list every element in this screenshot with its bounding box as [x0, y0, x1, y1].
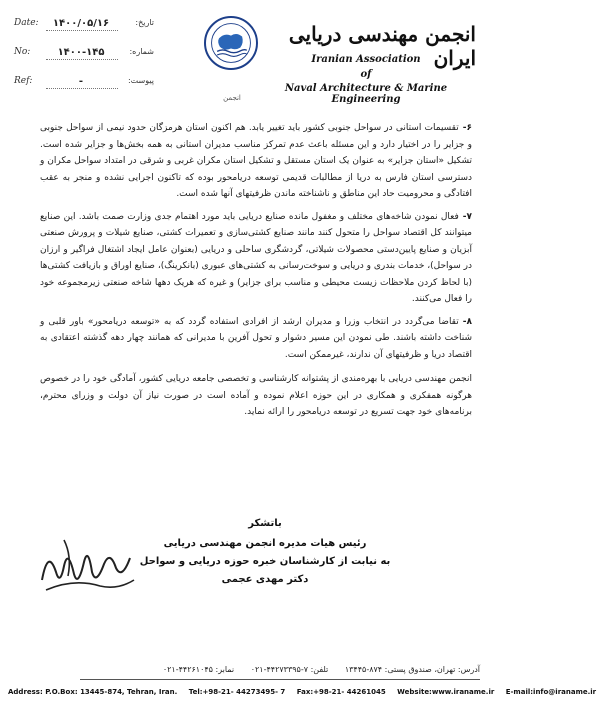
- ref-label-en: Ref:: [14, 76, 33, 86]
- logo-caption: انجمن: [223, 94, 241, 102]
- number-label-en: No:: [14, 47, 31, 57]
- footer-persian: [80, 665, 480, 680]
- paragraph-6: [40, 120, 472, 203]
- logo-emblem-icon: [206, 18, 256, 68]
- org-name-en-line3: Naval Architecture & Marine Engineering: [284, 83, 448, 105]
- org-name-en-line2: of: [360, 69, 372, 80]
- number-row: [14, 47, 154, 63]
- paragraph-text: تقاضا می‌گردد در انتخاب وزرا و مدیران ارشد از افرادی استفاده گردد که به «توسعه دریامحور» باور قلبی و شناخت داشته باشند. طی نمودن این مسیر دشوار و تحول آفرین با مدیرانی که همانند چهار دهه گذشته اعتقادی به اقتصاد دریا و ظرفیتهای آن ندارند، غیرممکن است.: [40, 316, 472, 360]
- date-label-fa: تاریخ:: [135, 18, 154, 27]
- paragraph-number: ۷-: [462, 211, 472, 222]
- number-label-fa: شماره:: [129, 47, 154, 56]
- footer-address-fa: آدرس: تهران، صندوق پستی: ۸۷۴-۱۳۴۴۵: [344, 665, 480, 674]
- org-name-fa: انجمن مهندسی دریایی ایران: [288, 22, 476, 70]
- paragraph-number: ۸-: [462, 316, 472, 327]
- paragraph-text: تقسیمات استانی در سواحل جنوبی کشور باید تغییر یابد. هم اکنون استان هرمزگان حدود نیمی از سواحل جنوبی و جزایر را در اختیار دارد و این مسئله باعث عدم تمرکز مناسب مدیران استانی به همه بخش‌ها و جزایر شده است. تشکیل «استان جزایر» به عنوان یک استان مستقل و تشکیل استان مکران غربی و شرقی در امتداد سواحل مکران و دسترسی استان فارس به دریا از مطالبات قدیمی توسعه دریامحور بوده که تاکنون اجرایی نشده و منجر به عقب افتادگی و محرومیت حاد این مناطق و ناشناخته ماندن ظرفیتهای آنها شده است.: [40, 123, 472, 199]
- signature-title: رئیس هیات مدیره انجمن مهندسی دریایی: [163, 538, 367, 549]
- closing-paragraph: انجمن مهندسی دریایی با بهره‌مندی از پشتوانه کارشناسی و تخصصی جامعه دریایی کشور، آمادگی خود را در خصوص هرگونه همفکری و همکاری در این حوزه اعلام نموده و آماده است در صورت نیاز آن دولت و وزرای محترم، برنامه‌های خود جهت تسریع در توسعه دریامحور را ارائه نماید.: [40, 374, 472, 417]
- footer-fax-fa: نمابر: ۴۴۲۶۱۰۴۵-۰۲۱: [162, 665, 235, 674]
- org-name-en-line1: Iranian Association: [311, 54, 421, 65]
- date-row: [14, 18, 154, 34]
- date-value: ۱۴۰۰/۰۵/۱۶: [52, 18, 110, 29]
- number-value: ۱۴۰۰-۱۴۵: [57, 47, 105, 58]
- association-logo: [204, 16, 258, 70]
- footer-tel-fa: تلفن: ۷-۴۴۲۷۳۳۹۵-۰۲۱: [250, 665, 329, 674]
- letter-body: [40, 120, 472, 427]
- signature-thanks: باتشکر: [248, 518, 282, 529]
- paragraph-number: ۶-: [462, 123, 472, 133]
- signature-name: دکتر مهدی عجمی: [221, 574, 309, 585]
- footer-fax-en: Fax:+98-21- 44261045: [296, 688, 386, 696]
- paragraph-8: [40, 314, 472, 364]
- footer-tel-en: Tel:+98-21- 44273495- 7: [188, 688, 286, 696]
- handwritten-signature-icon: [34, 528, 144, 600]
- footer-english: [8, 688, 597, 696]
- footer-website[interactable]: Website:www.iraname.ir: [397, 688, 495, 696]
- signature-subtitle: به نیابت از کارشناسان خبره حوزه دریایی و سواحل: [139, 556, 391, 567]
- paragraph-7: [40, 209, 472, 308]
- paragraph-text: فعال نمودن شاخه‌های مختلف و مغفول مانده صنایع دریایی باید مورد اهتمام جدی وزارت صمت باشد. این صنایع میتوانند کل اقتصاد سواحل را متحول کنند مانند صنایع کشتی‌سازی و تعمیرات کشتی، صنایع شیلات و پرورش صنعتی آبزیان و صنایع پایین‌دستی محصولات شیلاتی، گردشگری ساحلی و دریایی (بعنوان عامل ایجاد اشتغال فراگیر و ارزان در سواحل)، خدمات بندری و دریایی و سوخت‌رسانی به کشتی‌های عبوری (بانکرینگ)، صنایع اوراق و بازیافت کشتی‌ها (با لحاظ کردن ملاحظات زیست محیطی و مناسب برای جزایر) و غیره که هریک دهها شاخه صنعتی زیرمجموعه خود را فعال می‌کنند.: [40, 211, 472, 304]
- ref-label-fa: پیوست:: [127, 76, 154, 85]
- ref-value: -: [78, 76, 84, 87]
- attachment-row: [14, 76, 154, 92]
- footer-address-en: Address: P.O.Box: 13445-874, Tehran, Iran.: [8, 688, 178, 696]
- date-label-en: Date:: [14, 18, 39, 28]
- footer-email[interactable]: E-mail:info@iraname.ir: [505, 688, 597, 696]
